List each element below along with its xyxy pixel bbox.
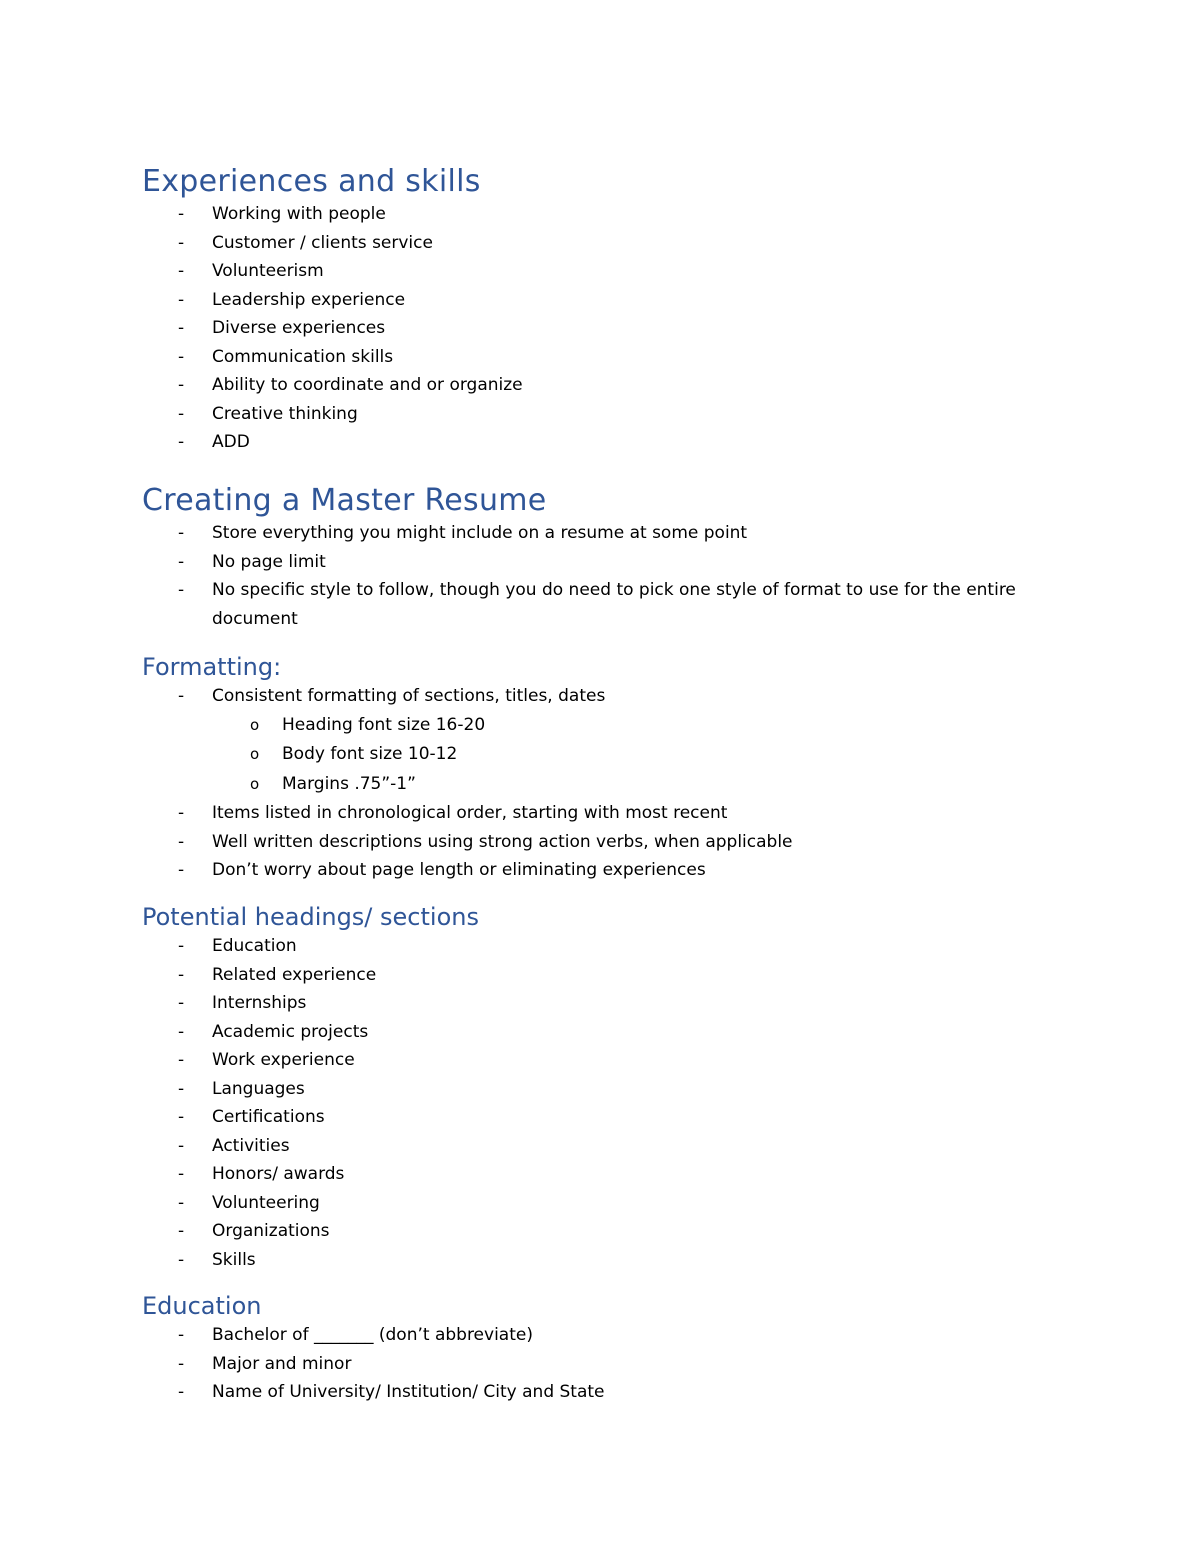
list-item: - Ability to coordinate and or organize [142,371,1062,400]
list-item: - No page limit [142,548,1062,577]
sub-list-item: o Heading font size 16-20 [142,711,1062,741]
dash-bullet: - [178,936,185,956]
list-item: - Skills [142,1246,1062,1275]
dash-bullet: - [178,1249,185,1270]
headings-list [142,932,1062,1274]
dash-bullet: - [178,1135,185,1156]
circle-bullet: o [250,774,260,793]
dash-bullet: - [178,432,185,452]
list-item: - Communication skills [142,343,1062,372]
list-item: - Education [142,932,1062,961]
experiences-list [142,200,1062,457]
list-item: - Store everything you might include on a resume at some point [142,519,1062,548]
sub-list-item: o Margins .75”-1” [142,770,1062,800]
list-item: - Bachelor of _______ (don’t abbreviate) [142,1321,1062,1350]
dash-bullet: - [178,1221,185,1241]
dash-bullet: - [178,1325,185,1345]
section-heading: Formatting: [142,653,282,681]
dash-bullet: - [178,346,185,367]
dash-bullet: - [178,1164,185,1184]
list-item: - Activities [142,1132,1062,1161]
list-item: - Working with people [142,200,1062,229]
formatting-list-continued [142,799,1062,885]
dash-bullet: - [178,831,185,852]
master-resume-list [142,519,1062,633]
dash-bullet: - [178,803,185,823]
dash-bullet: - [178,1050,185,1070]
list-item: - Customer / clients service [142,229,1062,258]
list-item: - Don’t worry about page length or eliminating experiences [142,856,1062,885]
list-item: - Diverse experiences [142,314,1062,343]
list-item: - Internships [142,989,1062,1018]
list-item: - Items listed in chronological order, starting with most recent [142,799,1062,828]
section-heading: Education [142,1292,262,1320]
dash-bullet: - [178,860,185,880]
list-item: - Name of University/ Institution/ City and State [142,1378,1062,1407]
dash-bullet: - [178,375,185,395]
sub-list-item: o Body font size 10-12 [142,740,1062,770]
list-item: - ADD [142,428,1062,457]
dash-bullet: - [178,551,185,572]
list-item: - Related experience [142,961,1062,990]
dash-bullet: - [178,964,185,985]
dash-bullet: - [178,1353,185,1374]
section-heading: Creating a Master Resume [142,483,547,518]
dash-bullet: - [178,580,185,600]
section-education [142,1291,1062,1407]
list-item: - No specific style to follow, though you do need to pick one style of format to use for the entire document [142,576,1062,633]
list-item: - Honors/ awards [142,1160,1062,1189]
list-item: - Leadership experience [142,286,1062,315]
list-item: - Consistent formatting of sections, titles, dates [142,682,1062,711]
dash-bullet: - [178,318,185,338]
formatting-list [142,682,1062,711]
dash-bullet: - [178,232,185,253]
dash-bullet: - [178,1382,185,1402]
dash-bullet: - [178,204,185,224]
list-item: - Certifications [142,1103,1062,1132]
list-item: - Languages [142,1075,1062,1104]
list-item: - Volunteering [142,1189,1062,1218]
dash-bullet: - [178,1078,185,1099]
section-experiences-and-skills [142,164,1062,457]
list-item: - Major and minor [142,1350,1062,1379]
circle-bullet: o [250,715,260,734]
dash-bullet: - [178,289,185,310]
section-heading: Experiences and skills [142,164,481,199]
dash-bullet: - [178,993,185,1013]
list-item: - Well written descriptions using strong action verbs, when applicable [142,828,1062,857]
formatting-sublist [142,711,1062,800]
dash-bullet: - [178,1107,185,1127]
list-item: - Volunteerism [142,257,1062,286]
section-formatting [142,652,1062,885]
circle-bullet: o [250,745,260,763]
list-item: - Academic projects [142,1018,1062,1047]
section-master-resume [142,483,1062,633]
dash-bullet: - [178,523,185,543]
dash-bullet: - [178,1021,185,1042]
list-item: - Work experience [142,1046,1062,1075]
dash-bullet: - [178,686,185,706]
dash-bullet: - [178,1192,185,1213]
section-heading: Potential headings/ sections [142,903,479,931]
list-item: - Organizations [142,1217,1062,1246]
dash-bullet: - [178,403,185,424]
list-item: - Creative thinking [142,400,1062,429]
section-potential-headings [142,902,1062,1274]
dash-bullet: - [178,261,185,281]
education-list [142,1321,1062,1407]
